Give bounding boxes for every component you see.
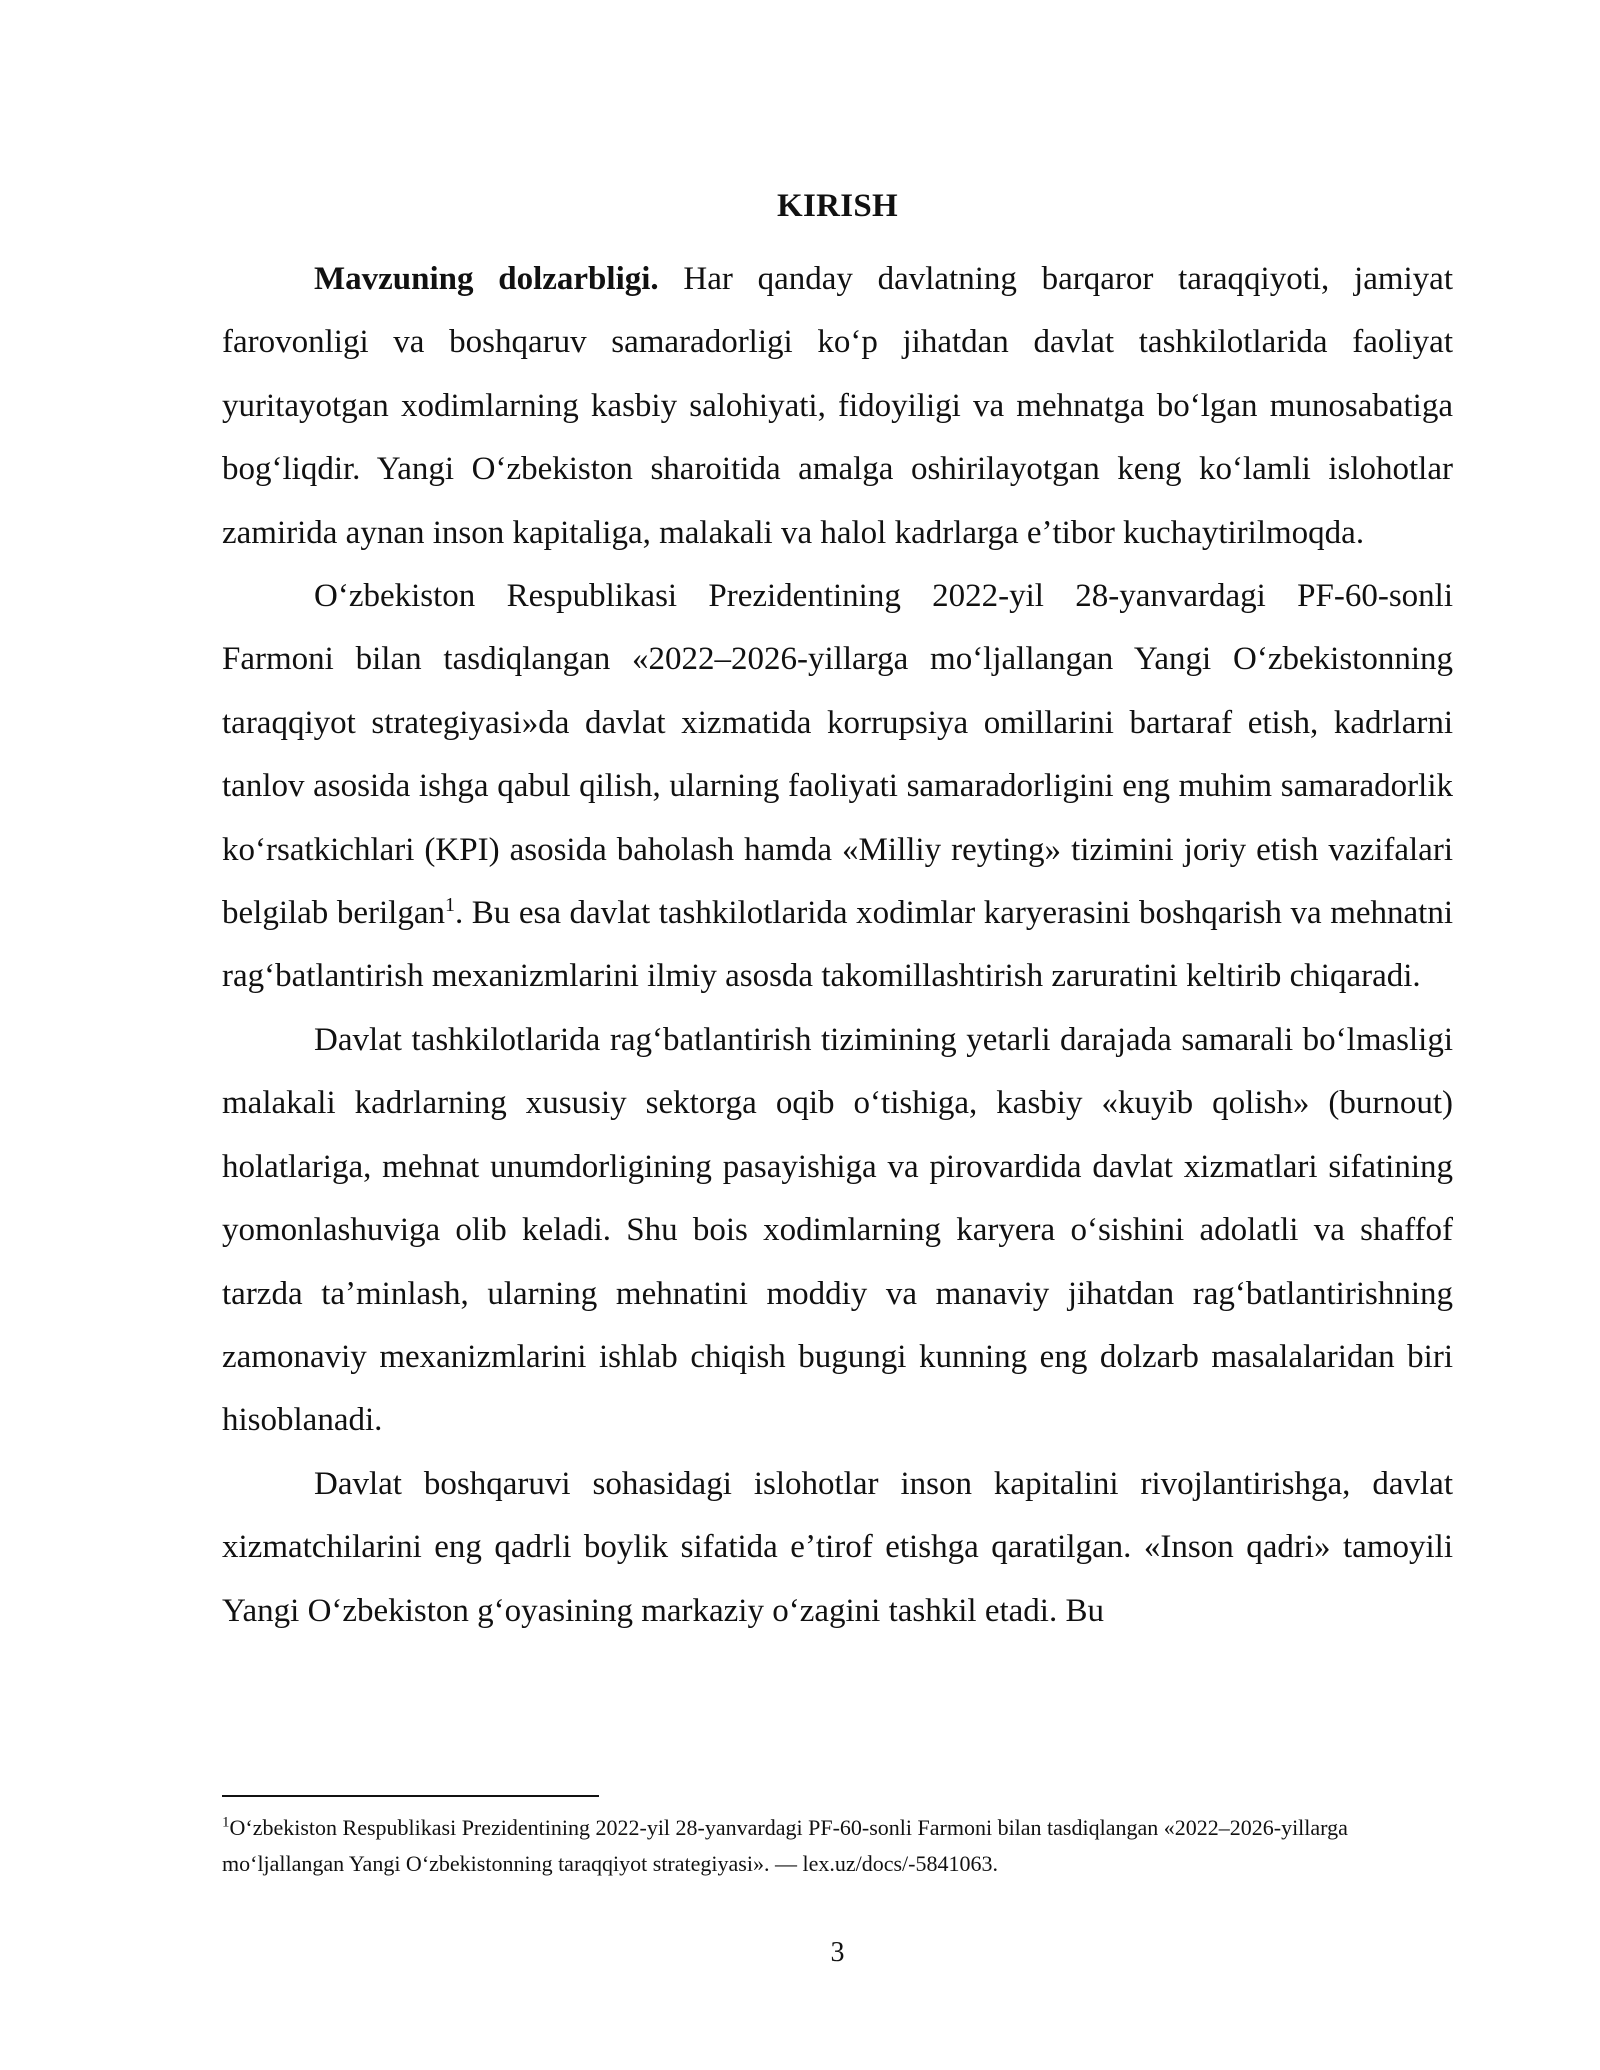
paragraph-text: Davlat boshqaruvi sohasidagi islohotlar inson kapitalini rivojlantirishga, davlat xizmatchilarini eng qadrli boylik sifatida eʼtirof etishga qaratilgan. «Inson qadri» tamoyili Yangi Oʻzbekiston gʻoyasining markaziy oʻzagini tashkil etadi. Bu (222, 1465, 1453, 1629)
paragraph-motivation (222, 1009, 1453, 1453)
footnote (222, 1810, 1453, 1882)
paragraph-strategy (222, 565, 1453, 1009)
paragraph-reforms (222, 1453, 1453, 1643)
paragraph-text: . Bu esa davlat tashkilotlarida xodimlar karyerasini boshqarish va mehnatni ragʻbatlantirish mexanizmlarini ilmiy asosda takomillashtirish zaruratini keltirib chiqaradi. (222, 895, 1453, 995)
footnote-divider (222, 1795, 599, 1797)
section-heading: KIRISH (776, 188, 898, 224)
paragraph-text: Oʻzbekiston Respublikasi Prezidentining 2022-yil 28-yanvardagi PF-60-sonli Farmoni bilan tasdiqlangan «2022–2026-yillarga moʻljallangan Yangi Oʻzbekistonning taraqqiyot strategiyasi»da davlat xizmatida korrupsiya omillarini bartaraf etish, kadrlarni tanlov asosida ishga qabul qilish, ularning faoliyati samaradorligini eng muhim samaradorlik koʻrsatkichlari (KPI) asosida baholash hamda «Milliy reyting» tizimini joriy etish vazifalari belgilab berilgan (222, 578, 1453, 932)
paragraph-relevance (222, 248, 1453, 565)
paragraph-lead: Mavzuning dolzarbligi. (314, 261, 659, 297)
body-text (222, 186, 1453, 1643)
footnote-reference[interactable]: 1 (444, 894, 455, 917)
paragraph-text: Har qanday davlatning barqaror taraqqiyoti, jamiyat farovonligi va boshqaruv samaradorligi koʻp jihatdan davlat tashkilotlarida faoliyat yuritayotgan xodimlarning kasbiy salohiyati, fidoyiligi va mehnatga boʻlgan munosabatiga bogʻliqdir. Yangi Oʻzbekiston sharoitida amalga oshirilayotgan keng koʻlamli islohotlar zamirida aynan inson kapitaliga, malakali va halol kadrlarga eʼtibor kuchaytirilmoqda. (222, 261, 1453, 551)
page-number: 3 (830, 1937, 845, 1968)
paragraph-text: Davlat tashkilotlarida ragʻbatlantirish tizimining yetarli darajada samarali boʻlmasligi malakali kadrlarning xususiy sektorga oqib oʻtishiga, kasbiy «kuyib qolish» (burnout) holatlariga, mehnat unumdorligining pasayishiga va pirovardida davlat xizmatlari sifatining yomonlashuviga olib keladi. Shu bois xodimlarning karyera oʻsishini adolatli va shaffof tarzda taʼminlash, ularning mehnatini moddiy va manaviy jihatdan ragʻbatlantirishning zamonaviy mexanizmlarini ishlab chiqish bugungi kunning eng dolzarb masalalaridan biri hisoblanadi. (222, 1021, 1453, 1439)
footnote-text: Oʻzbekiston Respublikasi Prezidentining 2022-yil 28-yanvardagi PF-60-sonli Farmoni bilan tasdiqlangan «2022–2026-yillarga moʻljallangan Yangi Oʻzbekistonning taraqqiyot strategiyasi». — lex.uz/docs/-5841063. (222, 1815, 1348, 1876)
footnote-mark: 1 (222, 1814, 230, 1831)
